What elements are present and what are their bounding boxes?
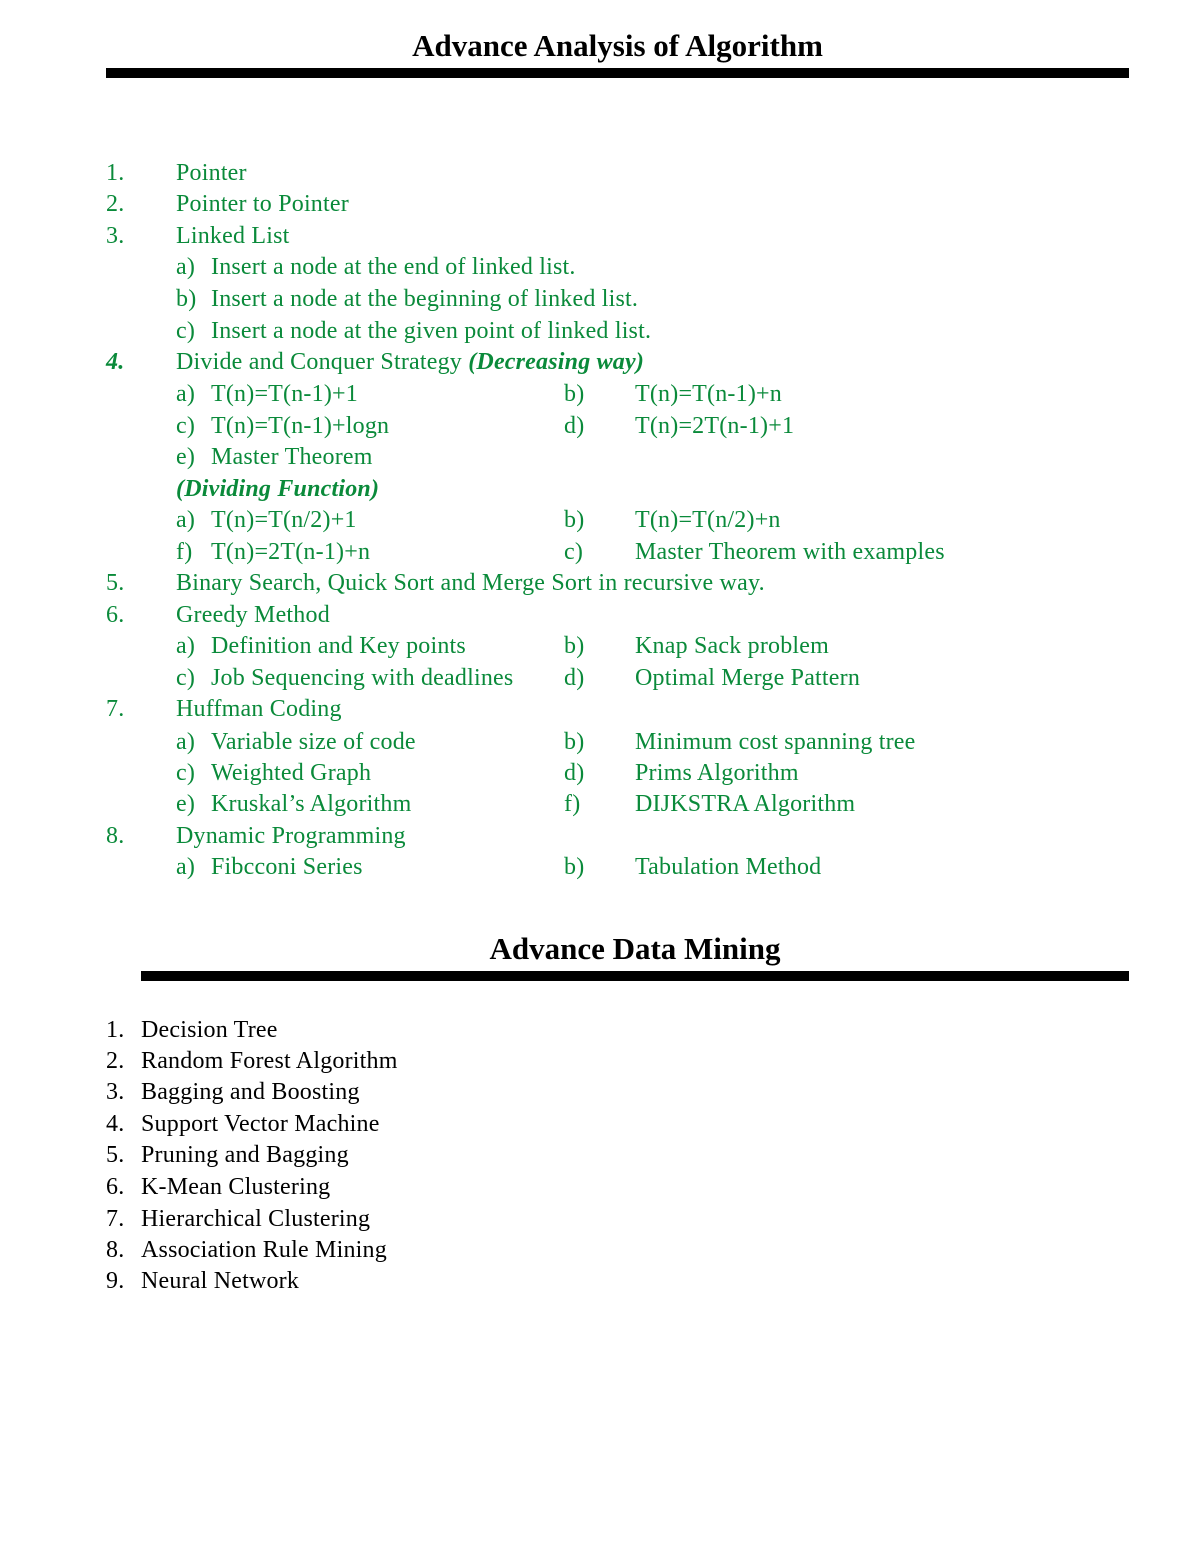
emphasis-note: (Decreasing way) bbox=[468, 349, 645, 375]
list-item-num: 7. bbox=[106, 1206, 125, 1232]
sub-item-text: Insert a node at the end of linked list. bbox=[211, 254, 576, 280]
list-item-num: 4. bbox=[106, 1111, 125, 1137]
list-item-text: Neural Network bbox=[141, 1268, 300, 1294]
list-item-text: Binary Search, Quick Sort and Merge Sort in recursive way. bbox=[176, 570, 765, 596]
sub-item-letter: f) bbox=[564, 791, 581, 817]
list-item-text: Dynamic Programming bbox=[176, 823, 406, 849]
sub-item-letter: d) bbox=[564, 760, 585, 786]
section-title-algorithm: Advance Analysis of Algorithm bbox=[412, 28, 823, 63]
list-item-num: 4. bbox=[106, 349, 125, 375]
list-item-text: Pointer bbox=[176, 160, 247, 186]
list-item-text: Decision Tree bbox=[141, 1017, 278, 1043]
sub-item-letter: b) bbox=[564, 729, 585, 755]
sub-item-letter: a) bbox=[176, 729, 196, 755]
sub-item-letter: c) bbox=[564, 539, 584, 565]
sub-item-text: T(n)=T(n/2)+n bbox=[635, 507, 781, 533]
list-item-num: 5. bbox=[106, 570, 125, 596]
list-item-text: Huffman Coding bbox=[176, 696, 342, 722]
sub-item-letter: c) bbox=[176, 318, 196, 344]
sub-item-text: Definition and Key points bbox=[211, 633, 466, 659]
list-item-num: 7. bbox=[106, 696, 125, 722]
sub-item-text: Insert a node at the beginning of linked list. bbox=[211, 286, 639, 312]
title-underline bbox=[141, 971, 1129, 981]
sub-item-text: Kruskal’s Algorithm bbox=[211, 791, 412, 817]
list-item-num: 3. bbox=[106, 223, 125, 249]
sub-item-letter: c) bbox=[176, 665, 196, 691]
list-item-text: K-Mean Clustering bbox=[141, 1174, 331, 1200]
sub-item-letter: c) bbox=[176, 413, 196, 439]
list-item-num: 8. bbox=[106, 1237, 125, 1263]
sub-item-text: Insert a node at the given point of linked list. bbox=[211, 318, 652, 344]
sub-item-letter: a) bbox=[176, 633, 196, 659]
sub-item-text: Minimum cost spanning tree bbox=[635, 729, 916, 755]
sub-item-letter: a) bbox=[176, 854, 196, 880]
sub-item-text: T(n)=T(n/2)+1 bbox=[211, 507, 357, 533]
sub-item-letter: d) bbox=[564, 413, 585, 439]
sub-item-letter: b) bbox=[564, 381, 585, 407]
list-item-num: 2. bbox=[106, 1048, 125, 1074]
list-item-num: 3. bbox=[106, 1079, 125, 1105]
list-item-text: Linked List bbox=[176, 223, 290, 249]
sub-item-letter: a) bbox=[176, 254, 196, 280]
list-item-text: Greedy Method bbox=[176, 602, 330, 628]
sub-item-letter: a) bbox=[176, 381, 196, 407]
sub-item-text: DIJKSTRA Algorithm bbox=[635, 791, 856, 817]
list-item-text: Association Rule Mining bbox=[141, 1237, 387, 1263]
list-item-text bbox=[176, 347, 644, 377]
sub-item-letter: b) bbox=[176, 286, 197, 312]
list-item-text: Pruning and Bagging bbox=[141, 1142, 349, 1168]
sub-item-text: Knap Sack problem bbox=[635, 633, 830, 659]
list-item-text: Pointer to Pointer bbox=[176, 191, 349, 217]
sub-item-text: Optimal Merge Pattern bbox=[635, 665, 861, 691]
sub-item-text: Weighted Graph bbox=[211, 760, 372, 786]
title-underline bbox=[106, 68, 1129, 78]
list-item-text: Random Forest Algorithm bbox=[141, 1048, 398, 1074]
list-item-num: 6. bbox=[106, 1174, 125, 1200]
sub-item-letter: e) bbox=[176, 444, 196, 470]
sub-item-letter: e) bbox=[176, 791, 196, 817]
sub-item-text: Tabulation Method bbox=[635, 854, 822, 880]
sub-item-text: Job Sequencing with deadlines bbox=[211, 665, 514, 691]
list-item-text: Hierarchical Clustering bbox=[141, 1206, 371, 1232]
sub-item-letter: f) bbox=[176, 539, 193, 565]
sub-item-text: T(n)=2T(n-1)+1 bbox=[635, 413, 795, 439]
list-item-label: Divide and Conquer Strategy bbox=[176, 349, 463, 375]
list-item-num: 9. bbox=[106, 1268, 125, 1294]
sub-item-letter: b) bbox=[564, 633, 585, 659]
sub-item-text: T(n)=T(n-1)+1 bbox=[211, 381, 358, 407]
list-item-num: 2. bbox=[106, 191, 125, 217]
section-title-data-mining: Advance Data Mining bbox=[489, 931, 781, 966]
sub-item-letter: b) bbox=[564, 854, 585, 880]
sub-item-text: T(n)=T(n-1)+logn bbox=[211, 413, 390, 439]
sub-item-text: Variable size of code bbox=[211, 729, 416, 755]
sub-item-letter: c) bbox=[176, 760, 196, 786]
sub-item-text: Master Theorem bbox=[211, 444, 373, 470]
sub-item-letter: d) bbox=[564, 665, 585, 691]
sub-item-text: Fibcconi Series bbox=[211, 854, 363, 880]
list-item-num: 1. bbox=[106, 160, 125, 186]
sub-item-letter: b) bbox=[564, 507, 585, 533]
list-item-text: Bagging and Boosting bbox=[141, 1079, 360, 1105]
sub-item-text: Prims Algorithm bbox=[635, 760, 799, 786]
emphasis-note: (Dividing Function) bbox=[176, 476, 380, 502]
sub-item-letter: a) bbox=[176, 507, 196, 533]
list-item-num: 5. bbox=[106, 1142, 125, 1168]
list-item-num: 1. bbox=[106, 1017, 125, 1043]
sub-item-text: T(n)=2T(n-1)+n bbox=[211, 539, 371, 565]
sub-item-text: T(n)=T(n-1)+n bbox=[635, 381, 782, 407]
list-item-text: Support Vector Machine bbox=[141, 1111, 380, 1137]
list-item-num: 8. bbox=[106, 823, 125, 849]
sub-item-text: Master Theorem with examples bbox=[635, 539, 945, 565]
list-item-num: 6. bbox=[106, 602, 125, 628]
